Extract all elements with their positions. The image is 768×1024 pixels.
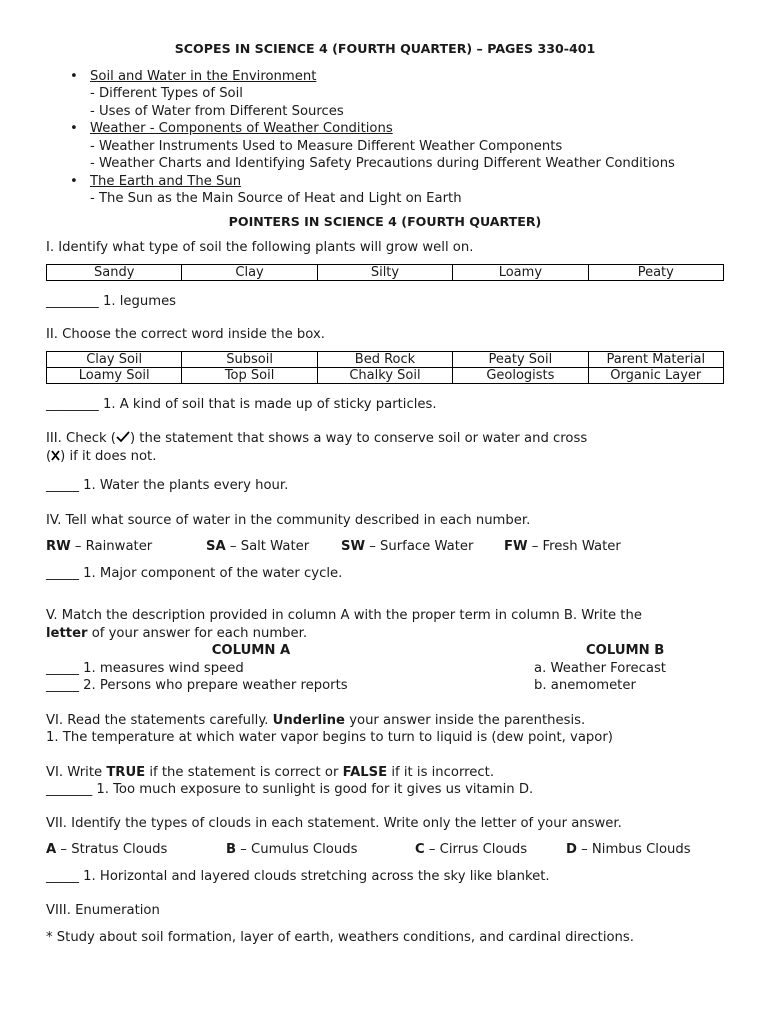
section-1-item: ________ 1. legumes xyxy=(46,293,177,309)
choice-cell: Loamy xyxy=(453,264,588,280)
choice-cell: Peaty xyxy=(588,264,723,280)
bullet-icon: • xyxy=(70,173,78,189)
instruction-text: if it is incorrect. xyxy=(387,764,495,780)
open-paren: ( xyxy=(46,448,52,464)
scope-item xyxy=(70,173,724,208)
instruction-bold: FALSE xyxy=(342,764,388,780)
section-7-item: _______ 1. Too much exposure to sunlight is good for it gives us vitamin D. xyxy=(46,782,534,797)
cross-mark-icon xyxy=(51,449,60,461)
instruction-text: V. Match the description provided in column A with the proper term in column B. Write the xyxy=(46,608,642,623)
section-1-instruction: I. Identify what type of soil the following plants will grow well on. xyxy=(46,240,474,255)
code-letter: SW xyxy=(341,539,366,554)
scope-subtopic: - Weather Instruments Used to Measure Different Weather Components xyxy=(90,138,563,154)
instruction-text: III. Check ( xyxy=(46,431,116,446)
choice-cell: Bed Rock xyxy=(317,351,452,367)
code-entry xyxy=(504,538,621,556)
section-3-instruction xyxy=(46,430,724,465)
code-letter: A xyxy=(46,842,57,857)
column-a-heading: COLUMN A xyxy=(211,643,291,658)
code-text: – Surface Water xyxy=(365,539,474,554)
instruction-text: VI. Read the statements carefully. xyxy=(46,712,273,728)
choice-cell: Parent Material xyxy=(588,351,723,367)
soil-type-box xyxy=(46,264,724,281)
code-entry xyxy=(46,841,226,859)
scope-topic: The Earth and The Sun xyxy=(90,173,242,189)
bullet-icon: • xyxy=(70,68,78,84)
matching-columns xyxy=(46,642,724,695)
section-4-item: _____ 1. Major component of the water cycle. xyxy=(46,565,343,581)
section-8-item: _____ 1. Horizontal and layered clouds stretching across the sky like blanket. xyxy=(46,868,550,884)
code-text: – Cirrus Clouds xyxy=(424,842,528,857)
cloud-codes xyxy=(46,841,724,859)
scope-topic: Weather - Components of Weather Conditions xyxy=(90,121,393,136)
choice-cell: Organic Layer xyxy=(588,367,723,383)
code-text: – Nimbus Clouds xyxy=(576,842,691,857)
water-source-codes xyxy=(46,538,724,556)
pointers-title: POINTERS IN SCIENCE 4 (FOURTH QUARTER) xyxy=(228,213,542,229)
section-6-instruction xyxy=(46,712,724,730)
section-6-item: 1. The temperature at which water vapor begins to turn to liquid is (dew point, vapor) xyxy=(46,730,613,745)
bullet-icon: • xyxy=(70,121,78,136)
code-text: – Cumulus Clouds xyxy=(236,842,358,857)
instruction-text: of your answer for each number. xyxy=(87,625,308,641)
code-text: – Rainwater xyxy=(70,539,153,554)
instruction-text: your answer inside the parenthesis. xyxy=(345,712,586,728)
choice-cell: Peaty Soil xyxy=(453,351,588,367)
section-3-item: _____ 1. Water the plants every hour. xyxy=(46,478,289,493)
choice-cell: Clay Soil xyxy=(47,351,182,367)
code-text: – Salt Water xyxy=(225,539,310,554)
choice-cell: Subsoil xyxy=(182,351,317,367)
scope-topic: Soil and Water in the Environment xyxy=(90,68,317,84)
code-letter: B xyxy=(226,842,237,857)
scope-subtopic: - The Sun as the Main Source of Heat and Light on Earth xyxy=(90,191,462,206)
code-letter: FW xyxy=(504,539,528,554)
scopes-list xyxy=(46,68,724,208)
choice-cell: Sandy xyxy=(47,264,182,280)
code-entry xyxy=(46,538,206,556)
scopes-title: SCOPES IN SCIENCE 4 (FOURTH QUARTER) – PAGES 330-401 xyxy=(174,41,596,56)
section-5-instruction xyxy=(46,607,724,642)
code-entry xyxy=(341,538,504,556)
code-entry xyxy=(415,841,566,859)
check-mark-icon xyxy=(116,431,130,443)
instruction-bold: TRUE xyxy=(106,764,146,780)
code-letter: C xyxy=(415,842,425,857)
column-a-item: _____ 1. measures wind speed xyxy=(46,660,244,676)
choice-cell: Geologists xyxy=(453,367,588,383)
section-2-instruction: II. Choose the correct word inside the box. xyxy=(46,327,325,342)
column-b-item: b. anemometer xyxy=(534,678,636,693)
column-b-heading: COLUMN B xyxy=(586,643,665,658)
scope-item xyxy=(70,68,724,121)
code-entry xyxy=(206,538,341,556)
instruction-bold: Underline xyxy=(272,712,345,728)
column-a xyxy=(46,642,526,695)
code-entry xyxy=(566,841,691,859)
section-7-instruction xyxy=(46,764,724,782)
choice-cell: Clay xyxy=(182,264,317,280)
choice-cell: Chalky Soil xyxy=(317,367,452,383)
choice-cell: Top Soil xyxy=(182,367,317,383)
code-text: – Fresh Water xyxy=(527,539,621,554)
word-box xyxy=(46,351,724,384)
column-b xyxy=(534,642,724,695)
code-entry xyxy=(226,841,415,859)
scope-item xyxy=(70,120,724,173)
instruction-text: if the statement is correct or xyxy=(145,764,343,780)
section-4-instruction: IV. Tell what source of water in the community described in each number. xyxy=(46,512,531,528)
code-letter: D xyxy=(566,842,577,857)
section-9-item: * Study about soil formation, layer of earth, weathers conditions, and cardinal directions. xyxy=(46,929,634,945)
instruction-text: ) if it does not. xyxy=(60,448,157,464)
scope-subtopic: - Uses of Water from Different Sources xyxy=(90,103,344,119)
worksheet-page xyxy=(46,38,724,946)
instruction-bold: letter xyxy=(46,625,88,641)
section-2-item: ________ 1. A kind of soil that is made up of sticky particles. xyxy=(46,396,437,412)
choice-cell: Silty xyxy=(317,264,452,280)
code-letter: RW xyxy=(46,539,71,554)
column-a-item: _____ 2. Persons who prepare weather reports xyxy=(46,678,348,693)
instruction-text: ) the statement that shows a way to conserve soil or water and cross xyxy=(129,431,588,446)
instruction-text: VI. Write xyxy=(46,764,107,780)
section-9-instruction: VIII. Enumeration xyxy=(46,903,160,918)
choice-cell: Loamy Soil xyxy=(47,367,182,383)
scope-subtopic: - Different Types of Soil xyxy=(90,86,243,101)
section-8-instruction: VII. Identify the types of clouds in each statement. Write only the letter of your answer. xyxy=(46,815,622,831)
column-b-item: a. Weather Forecast xyxy=(534,660,666,676)
code-letter: SA xyxy=(206,539,226,554)
code-text: – Stratus Clouds xyxy=(56,842,168,857)
scope-subtopic: - Weather Charts and Identifying Safety Precautions during Different Weather Conditions xyxy=(90,156,675,171)
